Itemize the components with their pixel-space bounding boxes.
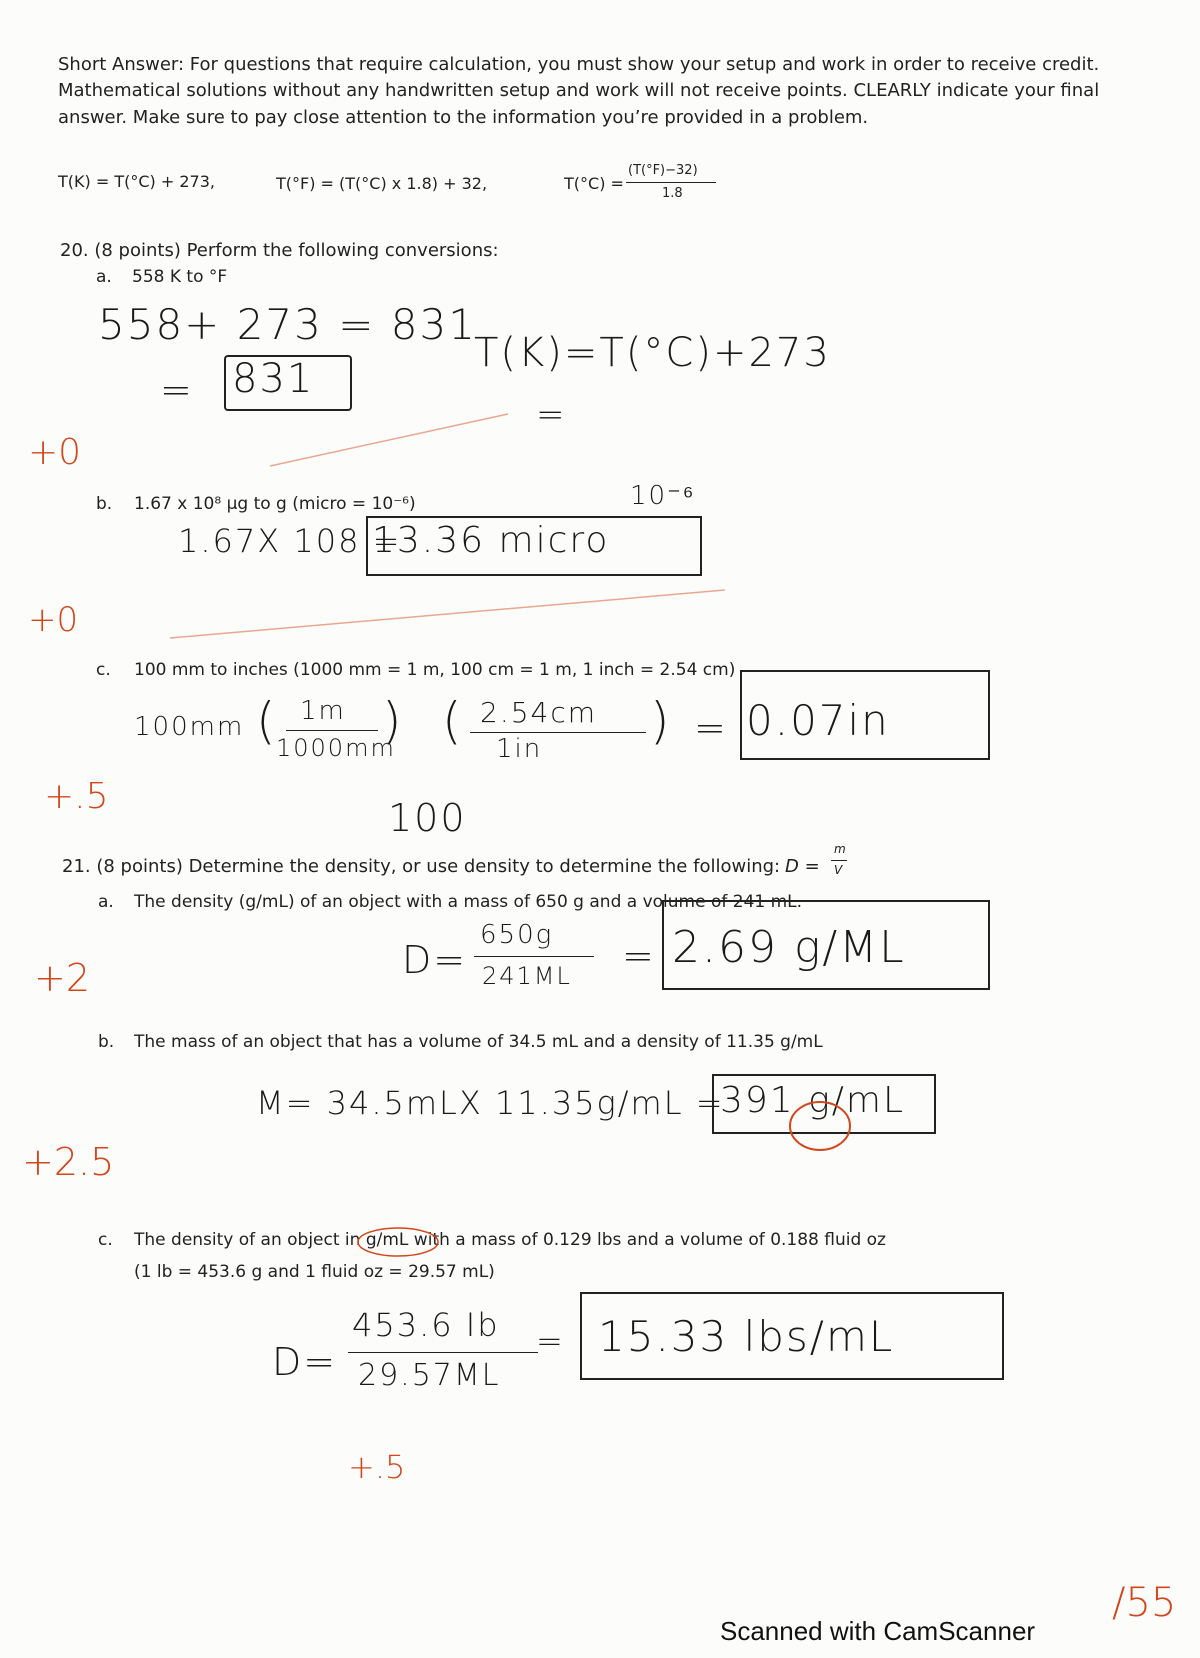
q21b-work: M= 34.5mLX 11.35g/mL = xyxy=(256,1084,725,1122)
q21c-score: +.5 xyxy=(348,1448,406,1486)
q21c-num: 453.6 Ib xyxy=(352,1306,500,1344)
q20b-score: +0 xyxy=(28,600,79,640)
q21a-prompt: The density (g/mL) of an object with a mass of 650 g and a volume of 241 mL. xyxy=(134,892,803,912)
q20c-paren-close-2: ) xyxy=(650,692,672,750)
formula-celsius-lhs: T(°C) = xyxy=(564,174,624,193)
q20c-prompt: 100 mm to inches (1000 mm = 1 m, 100 cm = 1 m, 1 inch = 2.54 cm) xyxy=(134,660,736,680)
formula-kelvin: T(K) = T(°C) + 273, xyxy=(58,172,215,191)
q20c-frac2-den: 1in xyxy=(496,734,543,764)
q20-title: 20. (8 points) Perform the following conversions: xyxy=(60,240,499,261)
q21b-score: +2.5 xyxy=(22,1140,115,1184)
q20b-prompt: 1.67 x 10⁸ µg to g (micro = 10⁻⁶) xyxy=(134,494,416,514)
q20a-label: a. xyxy=(96,267,112,287)
camscanner-footer: Scanned with CamScanner xyxy=(720,1616,1036,1646)
q21c-bar xyxy=(348,1352,538,1353)
q20c-frac1-num: 1m xyxy=(300,696,346,726)
q21c-den: 29.57ML xyxy=(358,1358,501,1393)
formula-celsius-num: (T(°F)−32) xyxy=(628,163,698,178)
q20a-prompt: 558 K to °F xyxy=(132,267,228,287)
q20b-exponent: 10⁻⁶ xyxy=(630,481,696,511)
q20a-work-line1: 558+ 273 = 831 xyxy=(98,300,477,349)
q21a-num: 650g xyxy=(480,920,554,950)
q20b-strike-line xyxy=(170,586,730,646)
q20a-formula: T(K)=T(°C)+273 xyxy=(474,330,831,376)
q21-formula-lhs: D = xyxy=(785,856,820,877)
q20c-frac1-bar xyxy=(286,730,378,731)
q21c-circle-mark xyxy=(354,1224,444,1260)
q20c-paren-open-1: ( xyxy=(256,692,278,750)
q20c-frac2-bar xyxy=(470,732,646,733)
q21c-answer: 15.33 lbs/mL xyxy=(598,1312,895,1361)
q21b-label: b. xyxy=(98,1032,115,1052)
q21c-label: c. xyxy=(98,1230,113,1250)
q20c-label: c. xyxy=(96,660,111,680)
q21b-circle-mark xyxy=(786,1096,856,1156)
q21-formula-num: m xyxy=(834,842,846,856)
q21a-den: 241ML xyxy=(482,962,572,990)
q20a-answer: 831 xyxy=(232,356,315,402)
q20c-answer: 0.07in xyxy=(746,696,890,745)
formula-celsius-den: 1.8 xyxy=(662,186,683,201)
q20a-strike-line xyxy=(270,410,510,470)
q20b-label: b. xyxy=(96,494,113,514)
q20c-below: 100 xyxy=(388,796,467,840)
instructions-line-2: Mathematical solutions without any handwritten setup and work will not receive points. CLEARLY indicate your final xyxy=(58,80,1100,101)
q21b-answer: 391 g/mL xyxy=(720,1080,906,1121)
q20c-start: 100mm xyxy=(134,712,245,742)
q20a-score: +0 xyxy=(28,432,82,473)
formula-celsius-bar xyxy=(626,182,716,183)
q20c-eq: = xyxy=(694,706,728,750)
q20b-answer: 13.36 micro xyxy=(372,520,610,561)
q20c-frac2-num: 2.54cm xyxy=(480,696,598,729)
q20a-work-eq: = xyxy=(160,368,194,412)
q21-formula-den: V xyxy=(834,863,843,877)
q20c-frac1-den: 1000mm xyxy=(276,734,396,762)
q20c-paren-close-1: ) xyxy=(382,692,404,750)
q21c-lhs: D= xyxy=(272,1340,338,1384)
formula-fahrenheit: T(°F) = (T(°C) x 1.8) + 32, xyxy=(276,174,488,193)
q21a-answer: 2.69 g/ML xyxy=(672,922,906,973)
q20b-work: 1.67X 108 = xyxy=(178,522,402,560)
q21a-bar xyxy=(474,956,594,957)
q21a-lhs: D= xyxy=(402,938,468,982)
q21c-eq: = xyxy=(536,1322,565,1360)
q21a-label: a. xyxy=(98,892,114,912)
q21a-score: +2 xyxy=(34,956,91,1000)
q20c-score: +.5 xyxy=(44,776,109,817)
total-score: /55 xyxy=(1112,1580,1177,1626)
instructions-line-3: answer. Make sure to pay close attention to the information you’re provided in a problem. xyxy=(58,107,869,128)
q20a-formula-eq: = xyxy=(536,395,567,435)
q21a-eq: = xyxy=(622,934,656,978)
q21b-prompt: The mass of an object that has a volume of 34.5 mL and a density of 11.35 g/mL xyxy=(134,1032,823,1052)
q21c-prompt-line2: (1 lb = 453.6 g and 1 fluid oz = 29.57 mL) xyxy=(134,1262,495,1282)
q21c-prompt-line1: The density of an object in g/mL with a mass of 0.129 lbs and a volume of 0.188 fluid oz xyxy=(134,1230,886,1250)
q20c-paren-open-2: ( xyxy=(442,692,464,750)
q21-formula-bar xyxy=(831,860,847,861)
instructions-line-1: Short Answer: For questions that require calculation, you must show your setup and work in order to receive credit. xyxy=(58,54,1100,75)
q21-title: 21. (8 points) Determine the density, or use density to determine the following: xyxy=(62,856,781,877)
